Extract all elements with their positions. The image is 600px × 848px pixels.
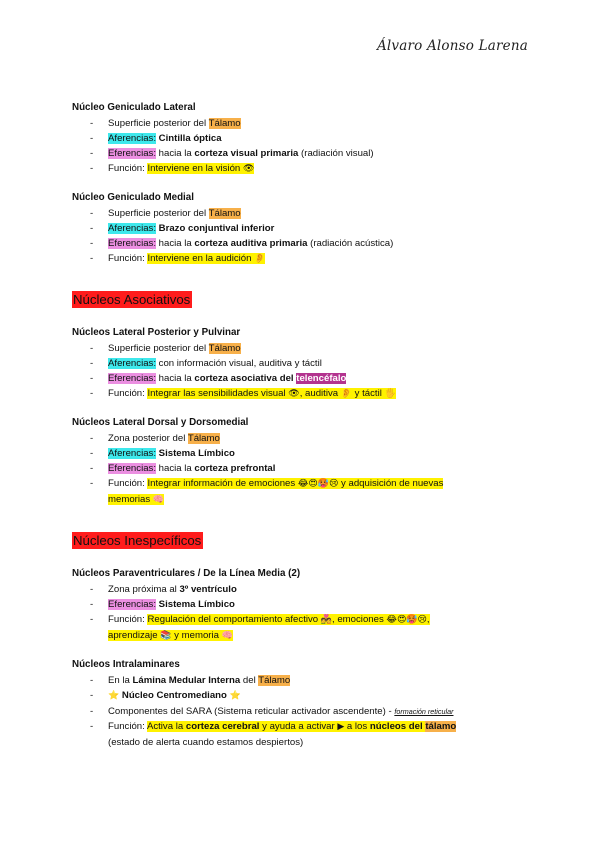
item-text: Componentes del SARA (Sistema reticular activador ascendente) - bbox=[108, 706, 395, 717]
item-bold: Sistema Límbico bbox=[158, 599, 235, 610]
item-text: Superficie posterior del bbox=[108, 208, 209, 219]
label-aferencias: Aferencias: bbox=[108, 223, 156, 234]
label-eferencias: Eferencias: bbox=[108, 373, 156, 384]
item-text: con información visual, auditiva y táctil bbox=[156, 358, 322, 369]
section-title: Núcleos Inespecíficos bbox=[73, 533, 202, 548]
books-icon: 📚 bbox=[160, 631, 172, 641]
label-eferencias: Eferencias: bbox=[108, 599, 156, 610]
item-text: Función: bbox=[108, 721, 147, 732]
block-lateral-dorsal-dorsomedial bbox=[72, 415, 542, 508]
list-item bbox=[72, 704, 542, 719]
item-text: hacia la bbox=[156, 463, 195, 474]
item-text: Función: bbox=[108, 478, 148, 489]
item-text: del bbox=[240, 675, 259, 686]
section-heading-asociativos bbox=[72, 291, 542, 309]
funcion-text: y ayuda a activar bbox=[259, 721, 338, 732]
highlight-funcion bbox=[147, 721, 425, 732]
funcion-text: aprendizaje bbox=[108, 630, 161, 641]
brain-icon: 🧠 bbox=[221, 631, 233, 641]
block-intralaminares bbox=[72, 657, 542, 750]
item-bold: corteza auditiva primaria bbox=[194, 238, 308, 249]
funcion-text: y adquisición de nuevas bbox=[338, 478, 444, 489]
block-title: Núcleos Paraventriculares / De la Línea Media (2) bbox=[72, 568, 301, 579]
funcion-text: , auditiva bbox=[299, 388, 341, 399]
list-item bbox=[72, 251, 542, 267]
funcion-text: , emociones bbox=[332, 614, 387, 625]
funcion-text: Interviene en la visión bbox=[147, 163, 241, 174]
bullet-list bbox=[72, 206, 542, 267]
block-title: Núcleos Lateral Posterior y Pulvinar bbox=[72, 327, 241, 338]
block-title: Núcleos Intralaminares bbox=[72, 659, 180, 670]
label-aferencias: Aferencias: bbox=[108, 448, 156, 459]
list-item bbox=[72, 236, 542, 251]
list-item bbox=[72, 461, 542, 476]
label-aferencias: Aferencias: bbox=[108, 133, 156, 144]
item-text: Zona próxima al bbox=[108, 584, 180, 595]
section-title: Núcleos Asociativos bbox=[73, 292, 191, 307]
item-text: (estado de alerta cuando estamos despiertos) bbox=[108, 737, 304, 748]
item-text: Zona posterior del bbox=[108, 433, 188, 444]
block-lateral-posterior-pulvinar bbox=[72, 325, 542, 402]
block-paraventriculares bbox=[72, 566, 542, 644]
play-icon: ▶ bbox=[337, 722, 345, 732]
emotion-faces-icon: 😂😍🥵😢 bbox=[386, 615, 427, 625]
highlight-funcion bbox=[147, 163, 254, 174]
formacion-reticular-link[interactable]: formación reticular bbox=[394, 707, 454, 716]
funcion-text: y memoria bbox=[171, 630, 222, 641]
star-icon: ⭐ bbox=[229, 691, 241, 701]
ear-icon: 👂 bbox=[254, 254, 266, 264]
highlight-talamo: Tálamo bbox=[208, 118, 241, 129]
list-item bbox=[72, 431, 542, 446]
list-item bbox=[72, 719, 542, 750]
funcion-text: y táctil bbox=[352, 388, 385, 399]
hand-icon: 🖐 bbox=[384, 389, 396, 399]
item-text: Función: bbox=[108, 253, 148, 264]
item-bold: corteza visual primaria bbox=[194, 148, 299, 159]
funcion-text: Integrar información de emociones bbox=[147, 478, 298, 489]
item-text: En la bbox=[108, 675, 133, 686]
item-text: Función: bbox=[108, 614, 148, 625]
list-item bbox=[72, 371, 542, 386]
item-text: hacia la bbox=[158, 238, 195, 249]
highlight-talamo: tálamo bbox=[425, 721, 457, 732]
item-bold: Núcleo Centromediano bbox=[119, 690, 230, 701]
funcion-text: a los bbox=[344, 721, 370, 732]
highlight-telencefalo: telencéfalo bbox=[296, 373, 347, 384]
author-name: Álvaro Alonso Larena bbox=[376, 38, 528, 54]
bullet-list bbox=[72, 431, 542, 508]
couple-icon: 💑 bbox=[320, 615, 333, 625]
label-eferencias: Eferencias: bbox=[108, 463, 156, 474]
list-item bbox=[72, 446, 542, 461]
eye-icon: 👁 bbox=[288, 389, 300, 399]
item-bold: Cintilla óptica bbox=[158, 133, 222, 144]
highlight-talamo: Tálamo bbox=[208, 343, 241, 354]
eye-icon: 👁 bbox=[242, 164, 255, 174]
list-item bbox=[72, 116, 542, 131]
list-item bbox=[72, 131, 542, 146]
highlight-talamo: Tálamo bbox=[208, 208, 241, 219]
block-title: Núcleos Lateral Dorsal y Dorsomedial bbox=[72, 417, 249, 428]
highlight-funcion-cont bbox=[108, 494, 164, 505]
item-text: Superficie posterior del bbox=[108, 343, 209, 354]
list-item bbox=[72, 341, 542, 356]
highlight-funcion bbox=[147, 253, 265, 264]
highlight-talamo: Tálamo bbox=[187, 433, 220, 444]
bullet-list bbox=[72, 582, 542, 644]
bullet-list bbox=[72, 116, 542, 177]
item-text: Función: bbox=[108, 163, 148, 174]
item-text: hacia la bbox=[156, 373, 195, 384]
label-eferencias: Eferencias: bbox=[108, 238, 156, 249]
funcion-text: Regulación del comportamiento afectivo bbox=[147, 614, 321, 625]
label-aferencias: Aferencias: bbox=[108, 358, 156, 369]
highlight-funcion-cont bbox=[108, 630, 233, 641]
brain-icon: 🧠 bbox=[152, 495, 164, 505]
highlight-funcion bbox=[147, 478, 443, 489]
list-item bbox=[72, 597, 542, 612]
section-heading-inespecificos bbox=[72, 532, 542, 550]
item-text: Función: bbox=[108, 388, 148, 399]
item-bold: corteza asociativa del bbox=[194, 373, 297, 384]
list-item bbox=[72, 688, 542, 704]
item-bold: corteza cerebral bbox=[185, 721, 260, 732]
item-text: Superficie posterior del bbox=[108, 118, 209, 129]
list-item bbox=[72, 476, 542, 508]
list-item bbox=[72, 582, 542, 597]
block-geniculado-lateral bbox=[72, 100, 542, 177]
bullet-list bbox=[72, 341, 542, 402]
label-eferencias: Eferencias: bbox=[108, 148, 156, 159]
block-title: Núcleo Geniculado Medial bbox=[72, 192, 194, 203]
list-item bbox=[72, 356, 542, 371]
funcion-text: Interviene en la audición bbox=[147, 253, 252, 264]
item-bold: corteza prefrontal bbox=[194, 463, 276, 474]
star-icon: ⭐ bbox=[108, 691, 120, 701]
item-bold: Brazo conjuntival inferior bbox=[158, 223, 275, 234]
list-item bbox=[72, 161, 542, 177]
document-body bbox=[72, 100, 542, 763]
list-item bbox=[72, 221, 542, 236]
highlight-funcion bbox=[147, 614, 429, 625]
item-text: (radiación acústica) bbox=[307, 238, 394, 249]
item-text: (radiación visual) bbox=[298, 148, 374, 159]
list-item bbox=[72, 146, 542, 161]
bullet-list bbox=[72, 673, 542, 750]
list-item bbox=[72, 612, 542, 644]
item-bold: 3º ventrículo bbox=[179, 584, 237, 595]
item-bold: núcleos del bbox=[369, 721, 426, 732]
block-title: Núcleo Geniculado Lateral bbox=[72, 102, 196, 113]
funcion-text: , bbox=[426, 614, 430, 625]
list-item bbox=[72, 386, 542, 402]
item-text: hacia la bbox=[158, 148, 195, 159]
emotion-faces-icon: 😂😍🥵😢 bbox=[297, 479, 339, 489]
funcion-text: Activa la bbox=[146, 721, 186, 732]
item-bold: Sistema Límbico bbox=[158, 448, 235, 459]
highlight-talamo: Tálamo bbox=[258, 675, 291, 686]
ear-icon: 👂 bbox=[340, 389, 352, 399]
item-bold: Lámina Medular Interna bbox=[132, 675, 241, 686]
funcion-text: Integrar las sensibilidades visual bbox=[147, 388, 289, 399]
list-item bbox=[72, 206, 542, 221]
highlight-funcion bbox=[147, 388, 395, 399]
block-geniculado-medial bbox=[72, 190, 542, 267]
list-item bbox=[72, 673, 542, 688]
funcion-text: memorias bbox=[108, 494, 153, 505]
